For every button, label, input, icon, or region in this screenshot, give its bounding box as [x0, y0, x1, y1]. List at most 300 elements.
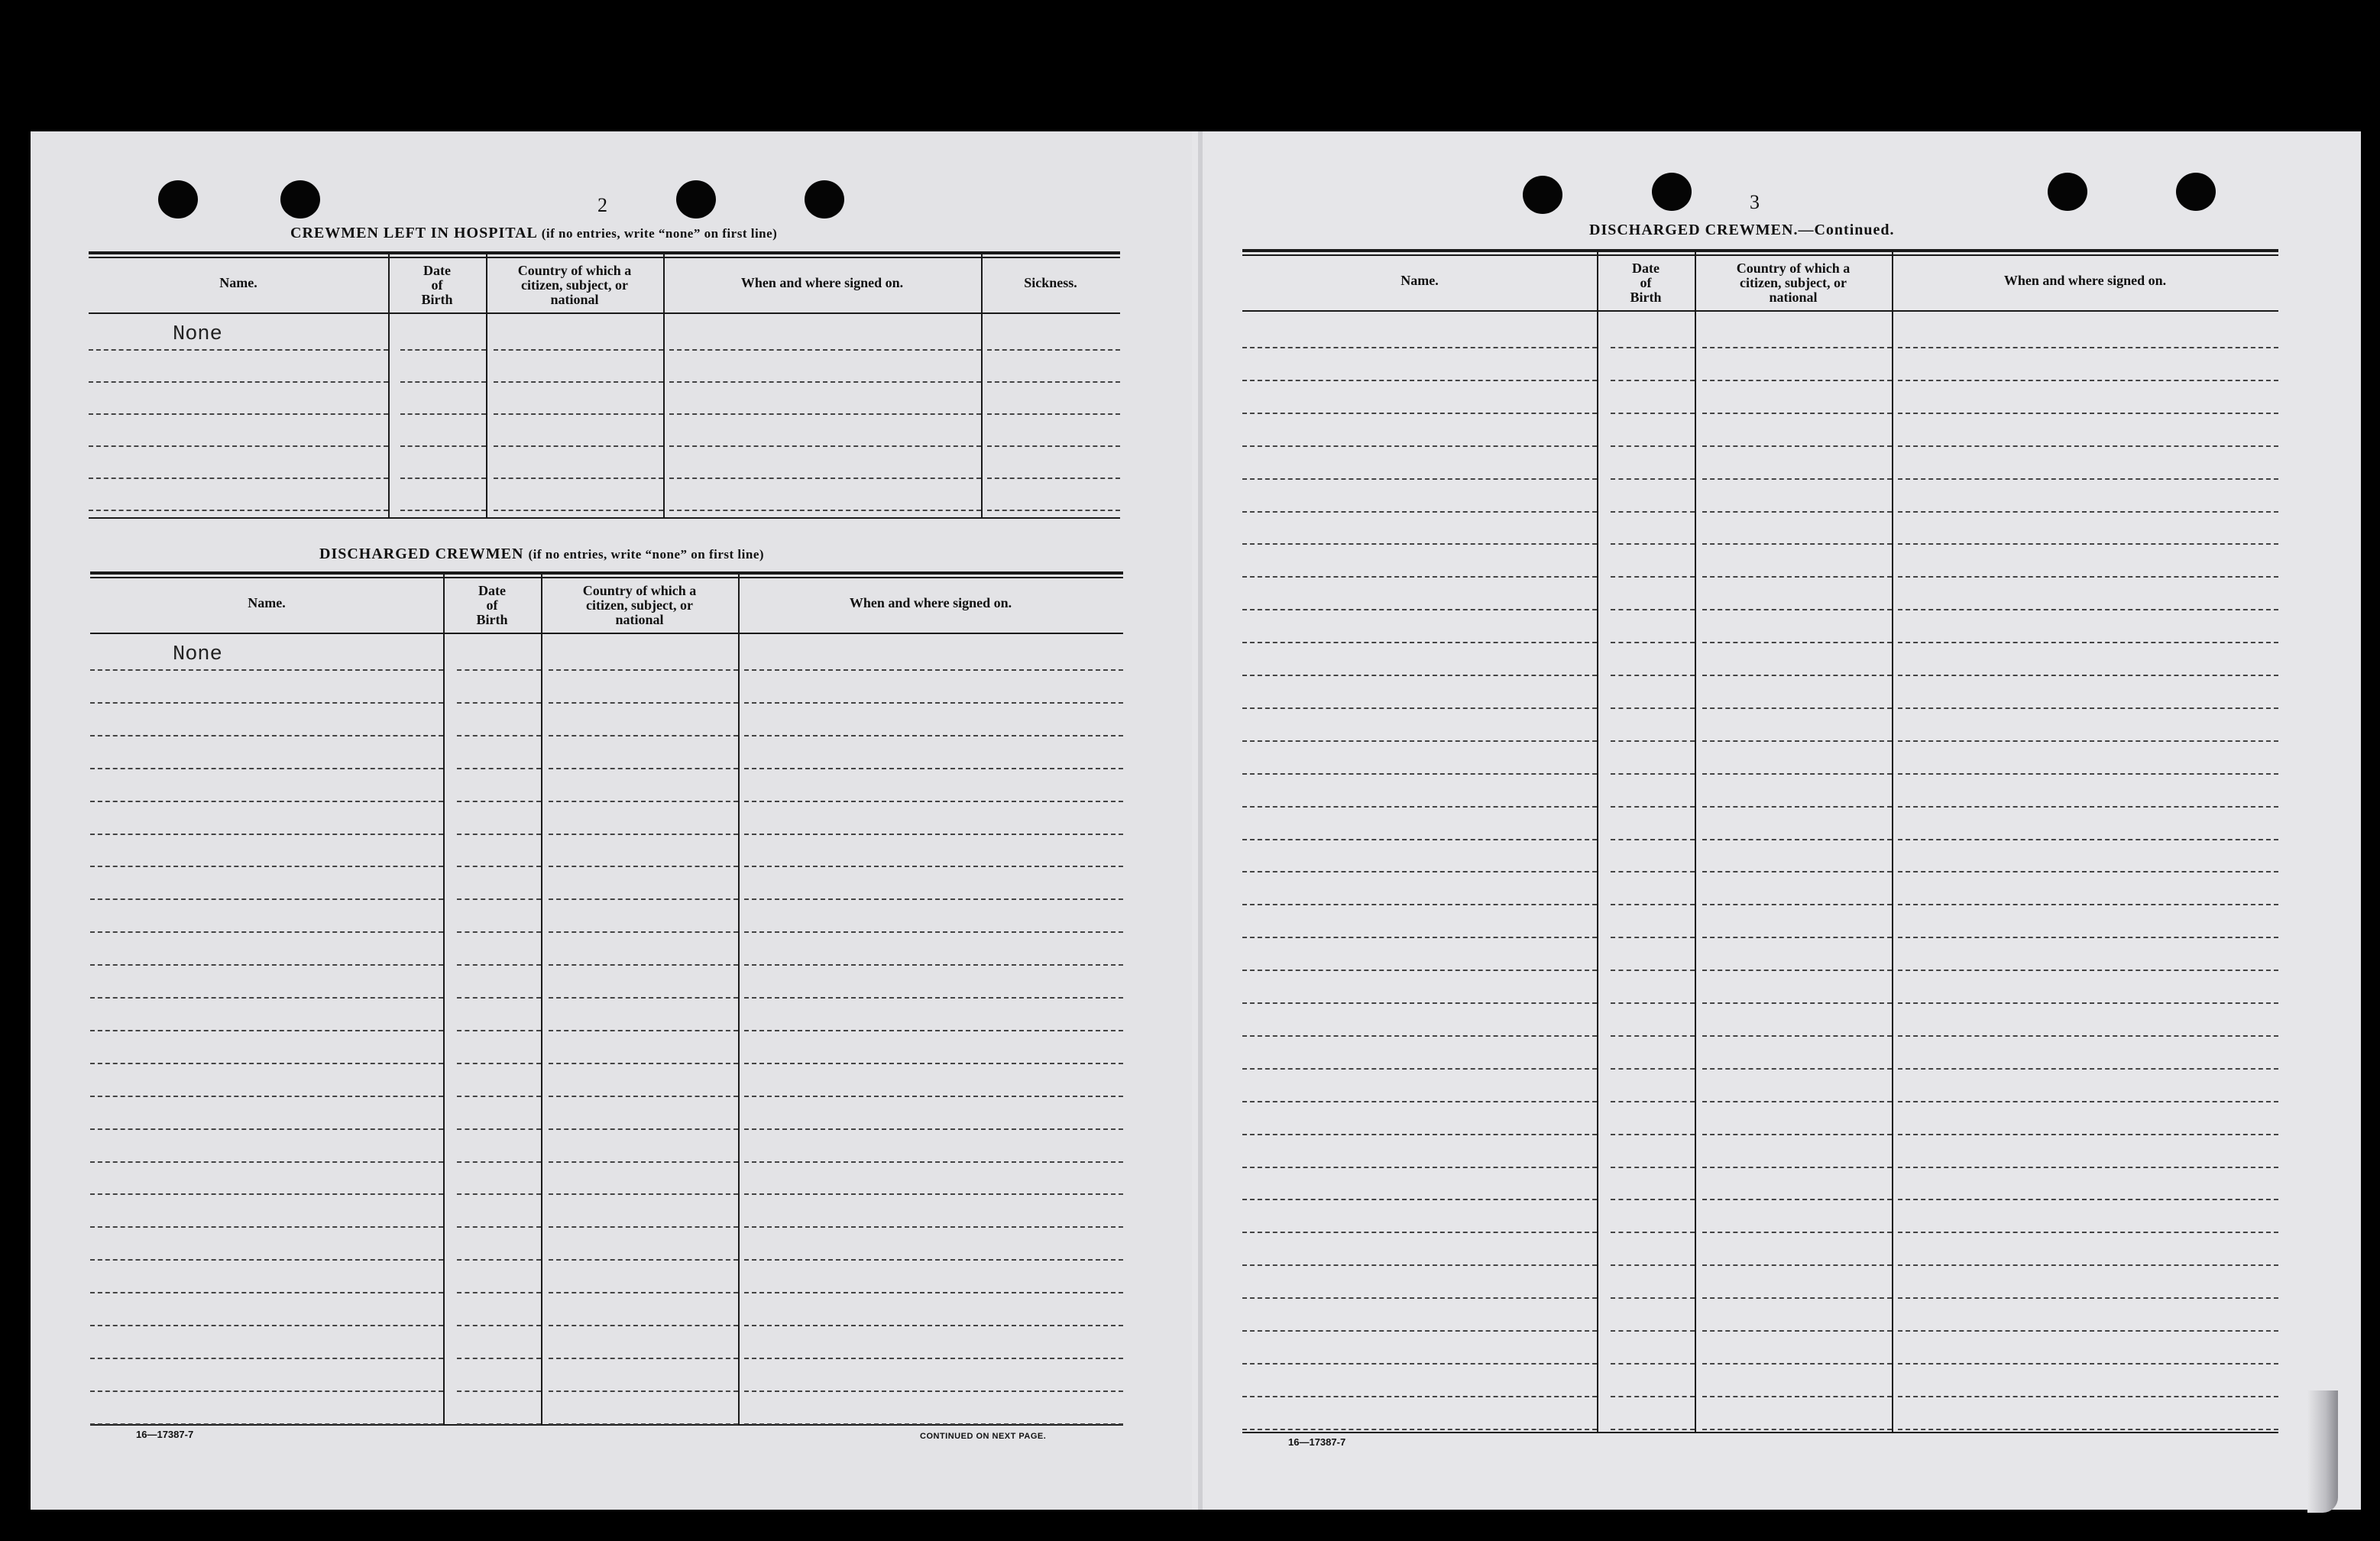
- column-divider: [1597, 249, 1598, 1432]
- row-rule: [549, 1226, 738, 1228]
- row-rule: [1702, 675, 1892, 676]
- row-rule: [1242, 1363, 1597, 1365]
- header-line: Country of which a: [1736, 261, 1851, 276]
- row-rule: [1242, 1068, 1597, 1070]
- hospital-table: [89, 251, 1120, 520]
- row-rule: [89, 478, 388, 479]
- row-rule: [90, 1226, 443, 1228]
- column-divider: [981, 251, 983, 519]
- row-rule: [1702, 871, 1892, 872]
- row-rule: [744, 1358, 1123, 1359]
- row-rule: [1702, 413, 1892, 414]
- row-rule: [1242, 380, 1597, 381]
- row-rule: [1898, 445, 2278, 447]
- row-rule: [1242, 642, 1597, 643]
- row-rule: [744, 898, 1123, 900]
- row-rule: [1898, 707, 2278, 709]
- row-rule: [457, 866, 541, 867]
- row-rule: [400, 381, 486, 383]
- row-rule: [549, 898, 738, 900]
- row-rule: [1611, 413, 1695, 414]
- row-rule: [1611, 1167, 1695, 1168]
- col-header-signed: When and where signed on.: [740, 275, 904, 290]
- row-rule: [1242, 1167, 1597, 1168]
- row-rule: [457, 1161, 541, 1163]
- row-rule: [1242, 740, 1597, 742]
- row-rule: [457, 997, 541, 999]
- row-rule: [457, 1030, 541, 1031]
- row-rule: [90, 1390, 443, 1392]
- row-rule: [1702, 1429, 1892, 1430]
- row-rule: [457, 1390, 541, 1392]
- row-rule: [1702, 1068, 1892, 1070]
- row-rule: [457, 735, 541, 737]
- row-rule: [1611, 773, 1695, 775]
- row-rule: [744, 1423, 1123, 1425]
- row-rule: [90, 801, 443, 802]
- row-rule: [1702, 1363, 1892, 1365]
- row-rule: [669, 349, 981, 351]
- row-rule: [89, 510, 388, 511]
- row-rule: [1242, 1429, 1597, 1430]
- row-rule: [1611, 1101, 1695, 1102]
- header-line: Birth: [421, 292, 453, 307]
- row-rule: [744, 1193, 1123, 1195]
- row-rule: [90, 1063, 443, 1064]
- row-rule: [457, 931, 541, 933]
- row-rule: [549, 1161, 738, 1163]
- row-rule: [549, 866, 738, 867]
- row-rule: [1611, 839, 1695, 840]
- row-rule: [1898, 478, 2278, 480]
- row-rule: [1898, 543, 2278, 545]
- row-rule: [1242, 1199, 1597, 1200]
- row-rule: [744, 834, 1123, 835]
- row-rule: [457, 1096, 541, 1097]
- row-rule: [1702, 380, 1892, 381]
- row-rule: [1702, 970, 1892, 971]
- col-header-signed: When and where signed on.: [849, 595, 1012, 610]
- row-rule: [90, 1161, 443, 1163]
- col-header-name: Name.: [248, 595, 286, 610]
- row-rule: [1242, 839, 1597, 840]
- hospital-title-note: (if no entries, write “none” on first line): [541, 226, 778, 241]
- row-rule: [1611, 1297, 1695, 1299]
- header-line: national: [615, 612, 664, 627]
- row-rule: [744, 768, 1123, 769]
- row-rule: [1611, 675, 1695, 676]
- row-rule: [744, 866, 1123, 867]
- row-rule: [1611, 1002, 1695, 1004]
- row-rule: [549, 1259, 738, 1261]
- col-header-sickness: Sickness.: [1024, 275, 1077, 290]
- row-rule: [494, 445, 663, 447]
- punch-hole: [158, 180, 198, 219]
- row-rule: [1702, 773, 1892, 775]
- col-header-dob: [388, 264, 486, 307]
- row-rule: [1898, 970, 2278, 971]
- punch-hole: [280, 180, 320, 219]
- row-rule: [90, 1030, 443, 1031]
- row-rule: [457, 1193, 541, 1195]
- row-rule: [90, 1128, 443, 1130]
- header-line: of: [1640, 275, 1652, 290]
- row-rule: [457, 1063, 541, 1064]
- row-rule: [400, 510, 486, 511]
- row-rule: [1898, 806, 2278, 808]
- row-rule: [744, 1096, 1123, 1097]
- row-rule: [744, 1161, 1123, 1163]
- row-rule: [457, 1128, 541, 1130]
- row-rule: [1702, 806, 1892, 808]
- row-rule: [669, 413, 981, 415]
- page-number: 3: [1750, 191, 1760, 213]
- form-number: 16—17387-7: [136, 1429, 194, 1440]
- row-rule: [90, 1096, 443, 1097]
- row-rule: [457, 768, 541, 769]
- row-rule: [987, 413, 1120, 415]
- discharged-title-note: (if no entries, write “none” on first line): [528, 547, 765, 562]
- row-rule: [1898, 839, 2278, 840]
- row-rule: [1702, 937, 1892, 938]
- row-rule: [1611, 609, 1695, 610]
- row-rule: [1611, 904, 1695, 905]
- row-rule: [669, 445, 981, 447]
- row-rule: [669, 510, 981, 511]
- punch-hole: [1523, 176, 1562, 214]
- row-rule: [90, 1259, 443, 1261]
- header-line: Birth: [476, 612, 508, 627]
- punch-hole: [805, 180, 844, 219]
- row-rule: [744, 1292, 1123, 1293]
- entry-none: None: [173, 643, 222, 666]
- header-line: of: [486, 597, 498, 613]
- row-rule: [1898, 1232, 2278, 1233]
- row-rule: [744, 1063, 1123, 1064]
- row-rule: [1898, 1264, 2278, 1266]
- row-rule: [1702, 1134, 1892, 1135]
- discharged-section-title: [319, 546, 764, 563]
- row-rule: [987, 510, 1120, 511]
- row-rule: [744, 669, 1123, 671]
- row-rule: [1611, 543, 1695, 545]
- row-rule: [1242, 970, 1597, 971]
- table-rule: [90, 571, 1123, 575]
- row-rule: [1242, 1330, 1597, 1332]
- table-rule: [1242, 254, 2278, 256]
- header-line: citizen, subject, or: [586, 597, 693, 613]
- row-rule: [549, 834, 738, 835]
- row-rule: [1242, 478, 1597, 480]
- row-rule: [1611, 871, 1695, 872]
- row-rule: [1242, 707, 1597, 709]
- row-rule: [744, 1128, 1123, 1130]
- row-rule: [1611, 511, 1695, 513]
- row-rule: [549, 1358, 738, 1359]
- row-rule: [1898, 773, 2278, 775]
- col-header-country: [541, 584, 738, 627]
- row-rule: [90, 669, 443, 671]
- col-header-country: [1695, 261, 1892, 305]
- row-rule: [89, 445, 388, 447]
- row-rule: [669, 381, 981, 383]
- discharged-continued-title: DISCHARGED CREWMEN.—Continued.: [1589, 222, 1895, 238]
- row-rule: [90, 931, 443, 933]
- row-rule: [1242, 773, 1597, 775]
- row-rule: [1242, 1297, 1597, 1299]
- row-rule: [1242, 1396, 1597, 1397]
- row-rule: [1702, 839, 1892, 840]
- column-divider: [1695, 249, 1696, 1432]
- row-rule: [90, 964, 443, 966]
- header-line: Date: [423, 263, 451, 278]
- table-rule: [89, 257, 1120, 258]
- row-rule: [1242, 413, 1597, 414]
- row-rule: [457, 702, 541, 704]
- row-rule: [549, 931, 738, 933]
- row-rule: [1702, 1330, 1892, 1332]
- row-rule: [89, 381, 388, 383]
- table-rule: [89, 517, 1120, 519]
- column-divider: [738, 571, 740, 1426]
- row-rule: [549, 1390, 738, 1392]
- row-rule: [1611, 576, 1695, 578]
- row-rule: [1702, 478, 1892, 480]
- row-rule: [1898, 347, 2278, 348]
- row-rule: [1611, 1068, 1695, 1070]
- hospital-section-title: [290, 225, 777, 242]
- row-rule: [1242, 806, 1597, 808]
- row-rule: [1242, 1002, 1597, 1004]
- row-rule: [1242, 1264, 1597, 1266]
- row-rule: [90, 1423, 443, 1425]
- row-rule: [549, 1292, 738, 1293]
- row-rule: [549, 735, 738, 737]
- row-rule: [744, 1259, 1123, 1261]
- row-rule: [1898, 511, 2278, 513]
- discharged-table: [90, 571, 1123, 1432]
- row-rule: [987, 445, 1120, 447]
- row-rule: [494, 413, 663, 415]
- row-rule: [400, 445, 486, 447]
- row-rule: [549, 1063, 738, 1064]
- row-rule: [987, 478, 1120, 479]
- row-rule: [1898, 1035, 2278, 1037]
- header-line: Date: [1632, 261, 1660, 276]
- header-line: Birth: [1630, 290, 1662, 305]
- row-rule: [1898, 740, 2278, 742]
- row-rule: [1898, 1002, 2278, 1004]
- row-rule: [1898, 1330, 2278, 1332]
- row-rule: [549, 669, 738, 671]
- row-rule: [1702, 707, 1892, 709]
- table-rule: [89, 251, 1120, 254]
- row-rule: [400, 349, 486, 351]
- row-rule: [457, 1325, 541, 1326]
- row-rule: [1611, 937, 1695, 938]
- row-rule: [89, 349, 388, 351]
- row-rule: [1702, 1297, 1892, 1299]
- header-rule: [1242, 310, 2278, 312]
- form-number: 16—17387-7: [1288, 1436, 1346, 1448]
- row-rule: [1611, 445, 1695, 447]
- table-rule: [90, 577, 1123, 578]
- col-header-name: Name.: [1400, 273, 1439, 288]
- row-rule: [1702, 1199, 1892, 1200]
- row-rule: [90, 1358, 443, 1359]
- row-rule: [1242, 609, 1597, 610]
- row-rule: [1702, 347, 1892, 348]
- row-rule: [1702, 1002, 1892, 1004]
- header-line: citizen, subject, or: [1740, 275, 1847, 290]
- row-rule: [1702, 1101, 1892, 1102]
- row-rule: [1898, 675, 2278, 676]
- row-rule: [1898, 576, 2278, 578]
- row-rule: [744, 1030, 1123, 1031]
- column-divider: [443, 571, 445, 1426]
- row-rule: [744, 1325, 1123, 1326]
- row-rule: [549, 801, 738, 802]
- row-rule: [1898, 1134, 2278, 1135]
- row-rule: [549, 1193, 738, 1195]
- row-rule: [1242, 1232, 1597, 1233]
- row-rule: [1242, 1101, 1597, 1102]
- row-rule: [1702, 642, 1892, 643]
- row-rule: [1611, 347, 1695, 348]
- row-rule: [1898, 904, 2278, 905]
- row-rule: [1611, 1396, 1695, 1397]
- row-rule: [457, 898, 541, 900]
- header-line: Country of which a: [582, 583, 697, 598]
- header-line: citizen, subject, or: [521, 277, 628, 293]
- page-curl: [2307, 1390, 2338, 1513]
- col-header-signed: When and where signed on.: [2003, 273, 2167, 288]
- row-rule: [1611, 1429, 1695, 1430]
- row-rule: [457, 801, 541, 802]
- row-rule: [744, 1226, 1123, 1228]
- row-rule: [549, 1325, 738, 1326]
- row-rule: [1242, 904, 1597, 905]
- row-rule: [549, 997, 738, 999]
- row-rule: [1898, 1068, 2278, 1070]
- row-rule: [1898, 609, 2278, 610]
- header-rule: [89, 312, 1120, 314]
- row-rule: [1898, 1429, 2278, 1430]
- row-rule: [1242, 937, 1597, 938]
- row-rule: [1702, 543, 1892, 545]
- row-rule: [1611, 1199, 1695, 1200]
- row-rule: [457, 669, 541, 671]
- row-rule: [744, 964, 1123, 966]
- row-rule: [1898, 1396, 2278, 1397]
- col-header-dob: [443, 584, 541, 627]
- row-rule: [1611, 1363, 1695, 1365]
- col-header-name: Name.: [219, 275, 257, 290]
- column-divider: [541, 571, 542, 1426]
- row-rule: [1702, 511, 1892, 513]
- row-rule: [1611, 707, 1695, 709]
- row-rule: [1702, 1396, 1892, 1397]
- continued-note: CONTINUED ON NEXT PAGE.: [920, 1432, 1047, 1441]
- row-rule: [90, 702, 443, 704]
- row-rule: [90, 898, 443, 900]
- row-rule: [90, 834, 443, 835]
- header-rule: [90, 633, 1123, 634]
- row-rule: [1702, 740, 1892, 742]
- col-header-country: [486, 264, 663, 307]
- column-divider: [1892, 249, 1893, 1432]
- row-rule: [1611, 1035, 1695, 1037]
- row-rule: [1242, 347, 1597, 348]
- header-line: Country of which a: [517, 263, 632, 278]
- row-rule: [1702, 904, 1892, 905]
- page-number: 2: [597, 194, 607, 216]
- row-rule: [1898, 1167, 2278, 1168]
- row-rule: [400, 413, 486, 415]
- row-rule: [90, 1193, 443, 1195]
- row-rule: [1898, 413, 2278, 414]
- row-rule: [549, 1128, 738, 1130]
- row-rule: [1611, 478, 1695, 480]
- row-rule: [494, 478, 663, 479]
- row-rule: [1242, 675, 1597, 676]
- header-line: national: [550, 292, 599, 307]
- row-rule: [90, 866, 443, 867]
- row-rule: [744, 1390, 1123, 1392]
- table-rule: [1242, 249, 2278, 252]
- row-rule: [494, 510, 663, 511]
- row-rule: [1898, 380, 2278, 381]
- row-rule: [1898, 1101, 2278, 1102]
- row-rule: [1898, 1297, 2278, 1299]
- row-rule: [549, 1096, 738, 1097]
- row-rule: [1898, 871, 2278, 872]
- col-header-dob: [1597, 261, 1695, 305]
- row-rule: [457, 1292, 541, 1293]
- row-rule: [1898, 642, 2278, 643]
- punch-hole: [2048, 173, 2087, 211]
- punch-hole: [1652, 173, 1692, 211]
- row-rule: [744, 931, 1123, 933]
- row-rule: [744, 801, 1123, 802]
- row-rule: [744, 997, 1123, 999]
- row-rule: [457, 1423, 541, 1425]
- row-rule: [1242, 871, 1597, 872]
- row-rule: [549, 768, 738, 769]
- row-rule: [457, 1358, 541, 1359]
- header-line: national: [1769, 290, 1818, 305]
- row-rule: [1242, 576, 1597, 578]
- header-line: Date: [478, 583, 506, 598]
- row-rule: [1611, 1264, 1695, 1266]
- row-rule: [1702, 1167, 1892, 1168]
- row-rule: [1242, 1035, 1597, 1037]
- page-fold: [1198, 131, 1203, 1510]
- row-rule: [1611, 1330, 1695, 1332]
- row-rule: [1898, 1363, 2278, 1365]
- row-rule: [457, 964, 541, 966]
- row-rule: [457, 1259, 541, 1261]
- discharged-title-text: DISCHARGED CREWMEN: [319, 546, 524, 562]
- row-rule: [494, 349, 663, 351]
- row-rule: [1611, 380, 1695, 381]
- row-rule: [1242, 1134, 1597, 1135]
- row-rule: [987, 381, 1120, 383]
- row-rule: [90, 1325, 443, 1326]
- row-rule: [90, 997, 443, 999]
- entry-none: None: [173, 323, 222, 346]
- row-rule: [1702, 1232, 1892, 1233]
